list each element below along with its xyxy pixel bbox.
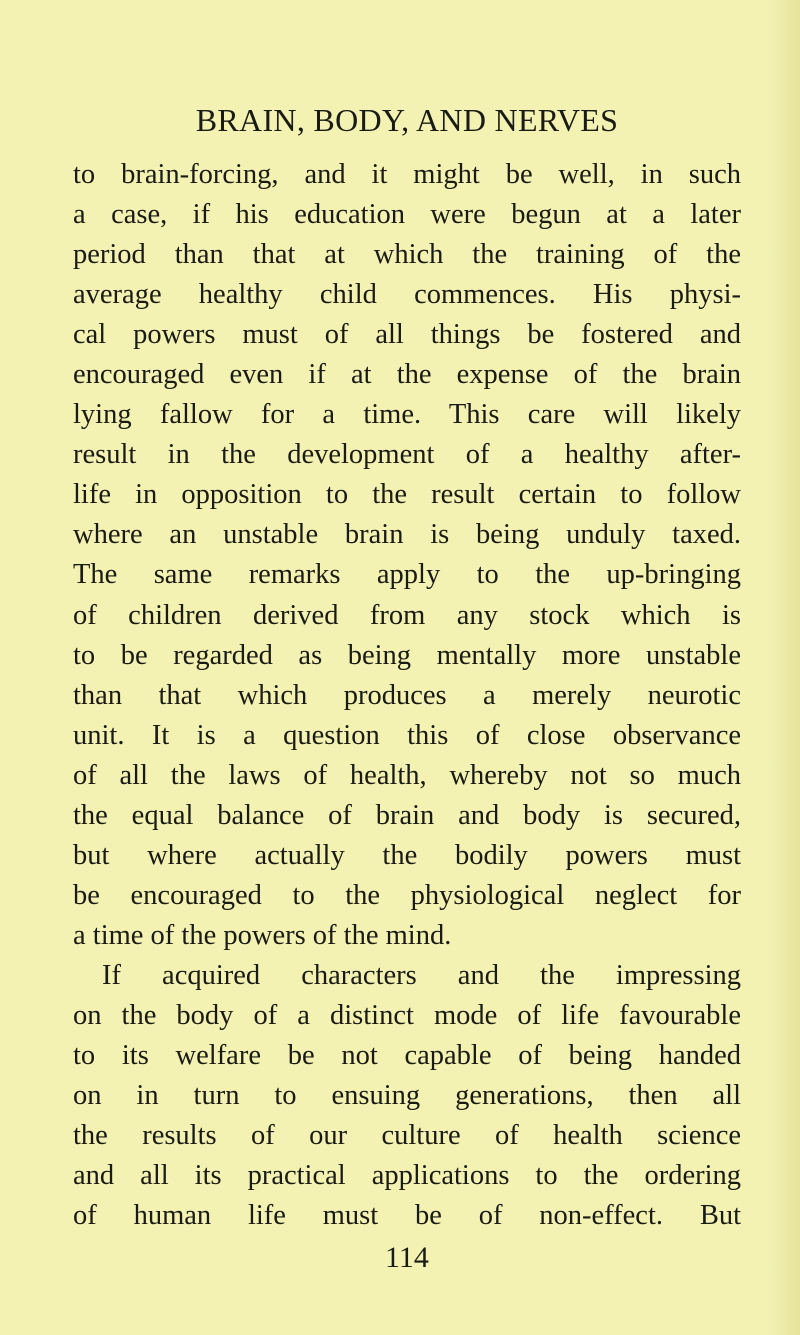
text-line: of human life must be of non-effect. But bbox=[73, 1200, 741, 1232]
text-line: result in the development of a healthy after- bbox=[73, 439, 741, 471]
text-line: a case, if his education were begun at a later bbox=[73, 199, 741, 231]
running-head: BRAIN, BODY, AND NERVES bbox=[195, 102, 619, 138]
text-line: but where actually the bodily powers must bbox=[73, 839, 741, 871]
page-number: 114 bbox=[385, 1241, 429, 1274]
text-line: The same remarks apply to the up-bringing bbox=[73, 559, 741, 591]
text-line: where an unstable brain is being unduly taxed. bbox=[73, 519, 741, 551]
text-line: of children derived from any stock which is bbox=[73, 599, 741, 631]
text-line: to its welfare be not capable of being handed bbox=[73, 1040, 741, 1072]
text-line: to be regarded as being mentally more unstable bbox=[73, 639, 741, 671]
text-line: be encouraged to the physiological neglect for bbox=[73, 879, 741, 911]
text-line: the equal balance of brain and body is secured, bbox=[73, 799, 741, 831]
text-line: encouraged even if at the expense of the brain bbox=[73, 359, 741, 391]
text-line: If acquired characters and the impressing bbox=[102, 959, 741, 991]
text-line: period than that at which the training of the bbox=[73, 239, 741, 271]
text-line: a time of the powers of the mind. bbox=[73, 919, 452, 951]
text-line: than that which produces a merely neurotic bbox=[73, 679, 741, 711]
text-line: unit. It is a question this of close observance bbox=[73, 719, 741, 751]
text-line: the results of our culture of health science bbox=[73, 1120, 741, 1152]
text-line: cal powers must of all things be fostered and bbox=[73, 319, 741, 351]
text-line: of all the laws of health, whereby not so much bbox=[73, 759, 741, 791]
text-line: to brain-forcing, and it might be well, in such bbox=[73, 159, 741, 190]
text-line: and all its practical applications to the ordering bbox=[73, 1160, 741, 1192]
text-line: lying fallow for a time. This care will likely bbox=[73, 399, 741, 431]
body-text bbox=[73, 155, 741, 1236]
text-line: on in turn to ensuing generations, then all bbox=[73, 1080, 741, 1112]
text-line: life in opposition to the result certain to follow bbox=[73, 479, 741, 511]
text-line: average healthy child commences. His physi- bbox=[73, 279, 741, 311]
text-line: on the body of a distinct mode of life favourable bbox=[73, 999, 741, 1031]
